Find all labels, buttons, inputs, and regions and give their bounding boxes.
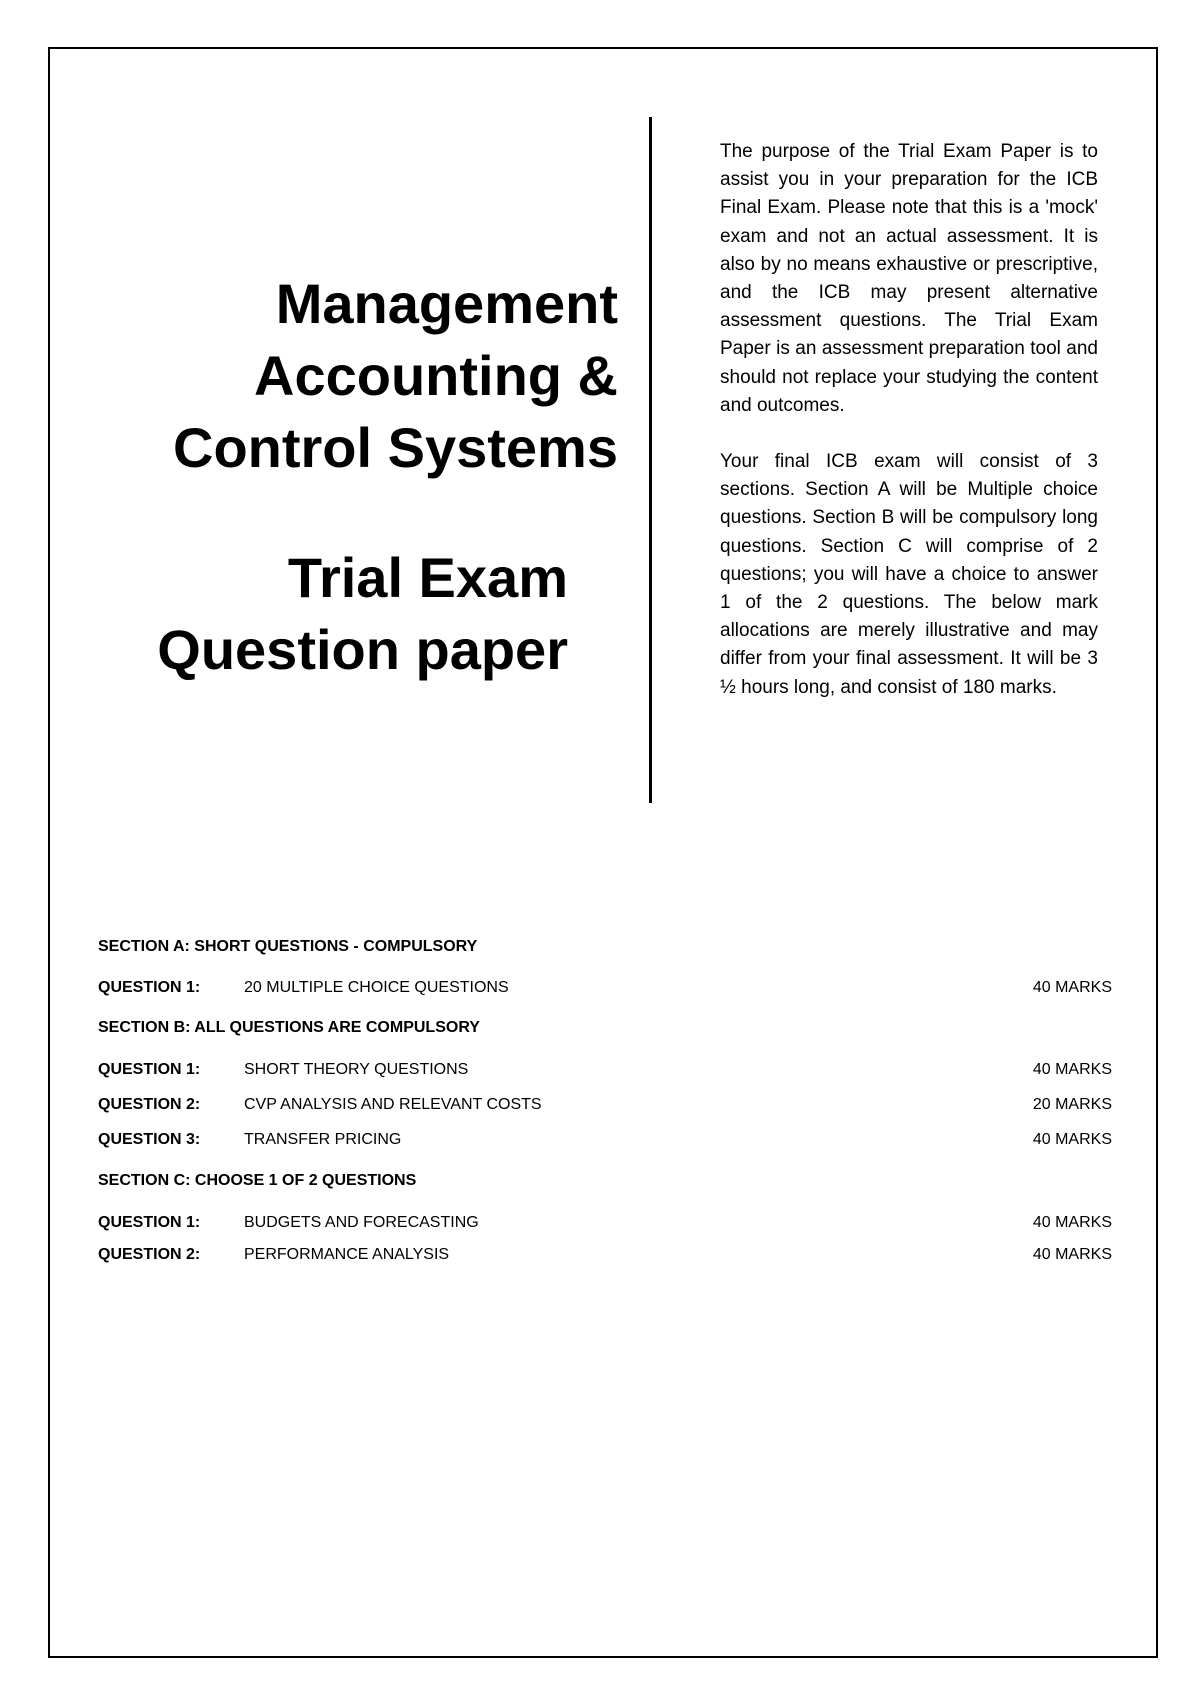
question-number: QUESTION 2:: [98, 1096, 201, 1113]
question-title: TRANSFER PRICING: [244, 1131, 402, 1148]
title-line: Control Systems: [173, 416, 618, 479]
section-heading: SECTION A: SHORT QUESTIONS - COMPULSORY: [98, 938, 478, 955]
document-subtitle: [100, 542, 568, 686]
question-marks: 40 MARKS: [1032, 1131, 1112, 1148]
intro-paragraph-purpose: The purpose of the Trial Exam Paper is to assist you in your preparation for the ICB Final Exam. Please note that this is a 'mock' exam and not an actual assessment. It is also by no means exhaustive or prescriptive, and the ICB may present alternative assessment questions. The Trial Exam Paper is an assessment preparation tool and should not replace your studying the content and outcomes.: [720, 141, 1098, 416]
question-title: SHORT THEORY QUESTIONS: [244, 1061, 469, 1078]
section-heading: SECTION B: ALL QUESTIONS ARE COMPULSORY: [98, 1019, 480, 1036]
question-number: QUESTION 1:: [98, 1061, 201, 1078]
question-title: PERFORMANCE ANALYSIS: [244, 1246, 450, 1263]
question-row: [98, 1214, 1112, 1232]
section-heading: SECTION C: CHOOSE 1 OF 2 QUESTIONS: [98, 1172, 417, 1189]
question-row: [98, 1061, 1112, 1079]
question-number: QUESTION 2:: [98, 1246, 201, 1263]
intro-text: [720, 138, 1098, 730]
question-number: QUESTION 3:: [98, 1131, 201, 1148]
question-marks: 20 MARKS: [1032, 1096, 1112, 1113]
title-line: Accounting &: [254, 344, 618, 407]
question-row: [98, 1246, 1112, 1264]
question-title: CVP ANALYSIS AND RELEVANT COSTS: [244, 1096, 542, 1113]
question-number: QUESTION 1:: [98, 1214, 201, 1231]
question-row: [98, 1096, 1112, 1114]
question-marks: 40 MARKS: [1032, 979, 1112, 996]
subtitle-line: Question paper: [157, 618, 568, 681]
exam-sections: [98, 938, 1112, 1264]
question-row: [98, 979, 1112, 997]
question-title: BUDGETS AND FORECASTING: [244, 1214, 479, 1231]
question-title: 20 MULTIPLE CHOICE QUESTIONS: [244, 979, 509, 996]
question-number: QUESTION 1:: [98, 979, 201, 996]
question-marks: 40 MARKS: [1032, 1061, 1112, 1078]
question-row: [98, 1131, 1112, 1149]
intro-paragraph-structure: Your final ICB exam will consist of 3 sections. Section A will be Multiple choice questions. Section B will be compulsory long questions. Section C will comprise of 2 questions; you will have a choice to answer 1 of the 2 questions. The below mark allocations are merely illustrative and may differ from your final assessment. It will be 3 ½ hours long, and consist of 180 marks.: [720, 451, 1098, 698]
question-marks: 40 MARKS: [1032, 1214, 1112, 1231]
question-marks: 40 MARKS: [1032, 1246, 1112, 1263]
title-line: Management: [275, 272, 618, 335]
document-title: [100, 268, 618, 484]
subtitle-line: Trial Exam: [287, 546, 568, 609]
vertical-divider: [649, 117, 652, 803]
